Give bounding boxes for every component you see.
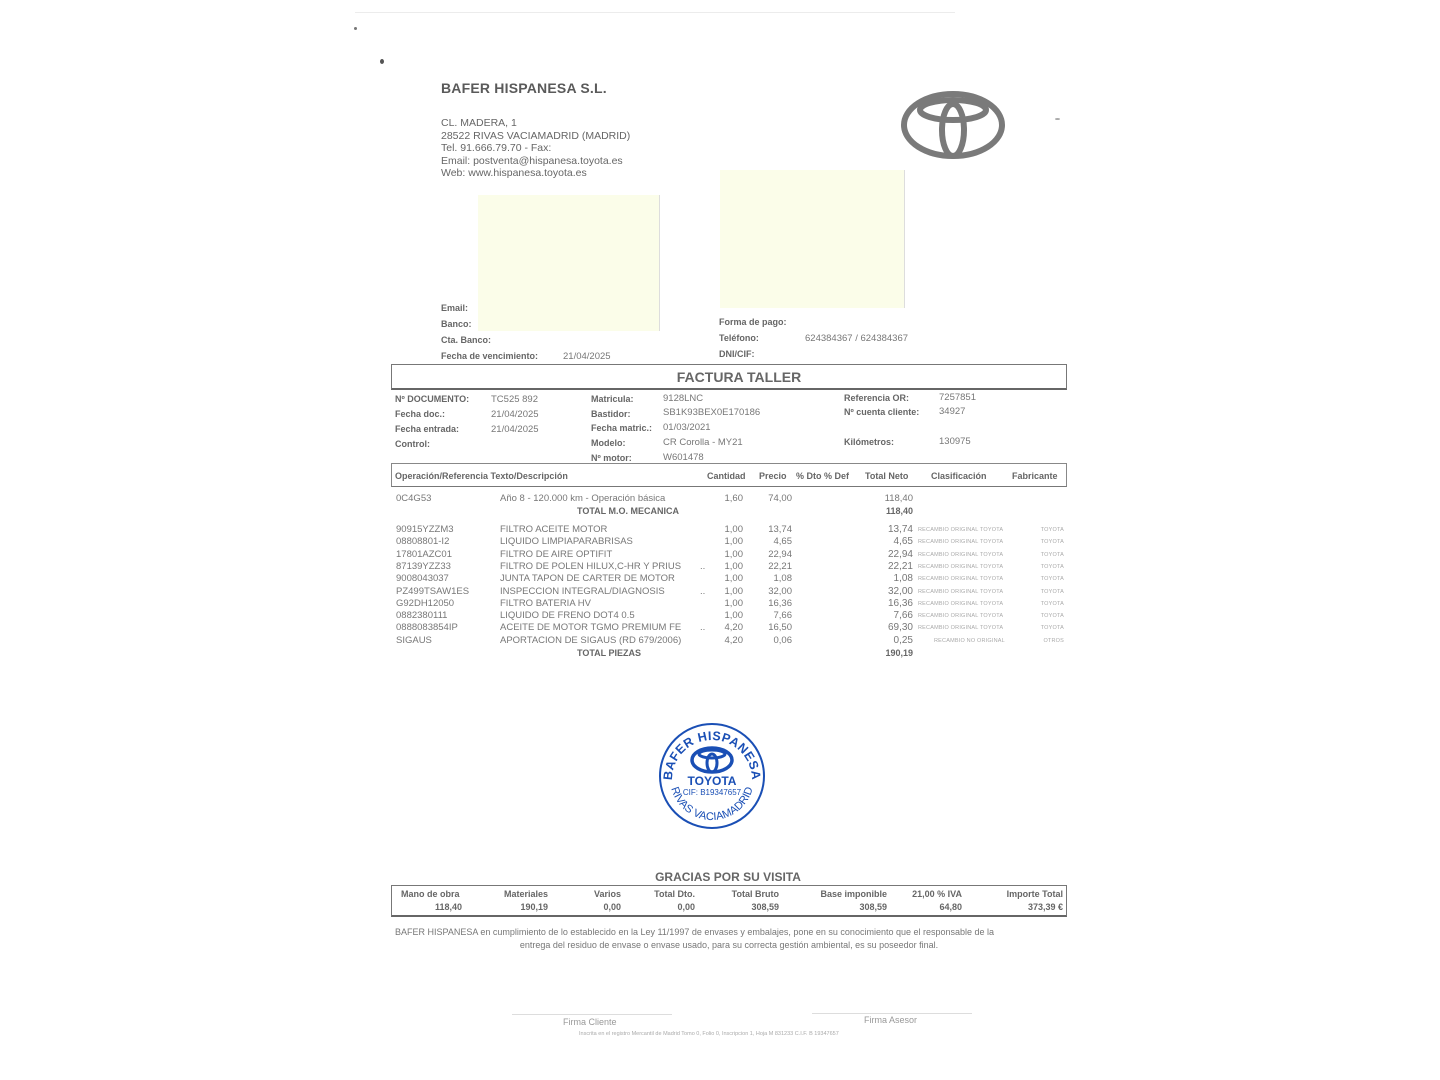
summary-value: 118,40 (435, 902, 463, 912)
summary-label: Total Bruto (731, 889, 779, 899)
header-total: Total Neto (865, 471, 909, 481)
header-ref-desc: Operación/Referencia Texto/Descripción (395, 471, 568, 481)
row-classification: RECAMBIO ORIGINAL TOYOTA (918, 600, 1004, 607)
fecha-vencimiento-label: Fecha de vencimiento: (441, 351, 539, 361)
modelo-value: CR Corolla - MY21 (663, 437, 743, 448)
row-manufacturer: TOYOTA (1040, 563, 1064, 570)
row-qty: 1,00 (724, 524, 743, 535)
header-cantidad: Cantidad (707, 471, 746, 481)
row-qty: 4,20 (724, 634, 743, 646)
address-web: Web: www.hispanesa.toyota.es (441, 167, 587, 179)
table-row (0, 622, 1440, 634)
address-street: CL. MADERA, 1 (441, 117, 517, 129)
forma-pago-label: Forma de pago: (719, 317, 787, 327)
parts-total-label: TOTAL PIEZAS (577, 648, 642, 658)
row-qty: 1,00 (724, 610, 743, 622)
row-manufacturer: TOYOTA (1040, 613, 1064, 620)
row-mark: .. (700, 622, 706, 634)
toyota-logo-icon (900, 90, 1006, 160)
table-row (0, 536, 1440, 548)
row-total: 16,36 (887, 597, 913, 609)
fecha-doc-value: 21/04/2025 (491, 409, 539, 420)
documento-value: TC525 892 (491, 394, 539, 405)
row-price: 13,74 (768, 524, 792, 535)
scan-speck (1055, 118, 1060, 120)
row-ref: 87139YZZ33 (396, 560, 451, 572)
fecha-entrada-value: 21/04/2025 (491, 424, 539, 435)
row-desc: LIQUIDO DE FRENO DOT4 0.5 (500, 610, 635, 622)
row-ref: 0882380111 (396, 610, 448, 622)
summary-value: 190,19 (520, 902, 548, 912)
matricula-value: 9128LNC (663, 393, 704, 404)
row-desc: FILTRO DE POLEN HILUX,C-HR Y PRIUS (500, 560, 682, 572)
row-manufacturer: TOYOTA (1040, 625, 1064, 632)
row-desc: FILTRO ACEITE MOTOR (500, 524, 608, 535)
thanks-message: GRACIAS POR SU VISITA (655, 870, 801, 884)
kilometros-label: Kilómetros: (844, 437, 895, 447)
redacted-client-address (720, 170, 905, 308)
row-manufacturer: TOYOTA (1040, 539, 1064, 546)
kilometros-value: 130975 (939, 436, 971, 447)
stamp-top-text: BAFER HISPANESA (660, 728, 764, 781)
row-qty: 1,00 (724, 573, 743, 585)
row-total: 32,00 (887, 585, 913, 597)
row-qty: 1,00 (724, 536, 743, 548)
row-qty: 1,00 (724, 597, 743, 609)
row-total: 13,74 (887, 524, 913, 535)
row-total: 4,65 (893, 536, 913, 548)
notice-line-2: entrega del residuo de envase o envase usado, para su correcta gestión ambiental, es su poseedor final. (519, 940, 939, 950)
summary-value: 308,59 (751, 902, 779, 912)
dni-label: DNI/CIF: (719, 349, 755, 359)
stamp-cif: CIF: B19347657 (682, 788, 742, 797)
header-precio: Precio (759, 471, 787, 481)
table-row (0, 524, 1440, 536)
registry-text: Inscrita en el registro Mercantil de Madrid Tomo 0, Folio 0, Inscripcion 1, Hoja M 831233 C.I.F. B 19347657 (579, 1031, 839, 1037)
row-total: 1,08 (893, 573, 913, 585)
bastidor-value: SB1K93BEX0E170186 (663, 407, 761, 418)
row-classification: RECAMBIO ORIGINAL TOYOTA (918, 551, 1004, 558)
row-classification: RECAMBIO ORIGINAL TOYOTA (918, 625, 1004, 632)
row-manufacturer: TOYOTA (1040, 576, 1064, 583)
address-email: Email: postventa@hispanesa.toyota.es (441, 154, 623, 167)
row-classification: RECAMBIO ORIGINAL TOYOTA (918, 563, 1004, 570)
row-qty: 1,60 (724, 493, 743, 504)
row-manufacturer: TOYOTA (1040, 551, 1064, 558)
header-fabricante: Fabricante (1012, 471, 1058, 481)
row-ref: SIGAUS (396, 634, 432, 646)
row-qty: 1,00 (724, 548, 743, 560)
summary-value: 0,00 (677, 902, 695, 912)
row-classification: RECAMBIO NO ORIGINAL (934, 637, 1005, 644)
row-total: 22,94 (887, 548, 913, 560)
control-label: Control: (395, 439, 430, 449)
invoice-title-box (391, 364, 1067, 390)
table-row (0, 598, 1440, 610)
row-ref: 0888083854IP (396, 622, 458, 634)
row-desc: INSPECCION INTEGRAL/DIAGNOSIS (500, 585, 665, 597)
address-phone: Tel. 91.666.79.70 - Fax: (441, 142, 552, 154)
referencia-or-value: 7257851 (939, 392, 976, 403)
header-clasificacion: Clasificación (931, 471, 987, 481)
invoice-title: FACTURA TALLER (676, 369, 802, 385)
row-total: 69,30 (887, 622, 913, 634)
stamp-brand: TOYOTA (687, 774, 737, 788)
cta-banco-label: Cta. Banco: (441, 335, 492, 345)
legal-notice (395, 926, 1063, 952)
matricula-label: Matricula: (591, 394, 634, 404)
scan-speck (354, 27, 357, 30)
referencia-or-label: Referencia OR: (844, 393, 910, 403)
row-desc: ACEITE DE MOTOR TGMO PREMIUM FE (500, 622, 682, 634)
firma-asesor-label: Firma Asesor (864, 1015, 918, 1025)
cuenta-cliente-label: Nº cuenta cliente: (844, 407, 920, 417)
row-mark: .. (700, 560, 706, 572)
summary-label: Base imponible (820, 889, 887, 899)
stamp-toyota-icon (692, 748, 732, 772)
row-price: 16,50 (768, 622, 792, 634)
row-desc: JUNTA TAPON DE CARTER DE MOTOR (500, 573, 675, 585)
fecha-entrada-label: Fecha entrada: (395, 424, 460, 434)
summary-value: 64,80 (939, 902, 962, 912)
row-desc: LIQUIDO LIMPIAPARABRISAS (500, 536, 633, 548)
row-classification: RECAMBIO ORIGINAL TOYOTA (918, 588, 1004, 595)
summary-label: Total Dto. (654, 889, 695, 899)
table-row (0, 610, 1440, 622)
telefono-label: Teléfono: (719, 333, 759, 343)
row-desc: Año 8 - 120.000 km - Operación básica (500, 493, 666, 504)
row-qty: 1,00 (724, 560, 743, 572)
notice-line-1: BAFER HISPANESA en cumplimiento de lo establecido en la Ley 11/1997 de envases y embalajes, pone en su conocimiento que el responsable de la (395, 927, 995, 937)
firma-asesor-line (812, 1013, 972, 1014)
table-row (0, 586, 1440, 598)
row-price: 16,36 (768, 597, 792, 609)
company-name: BAFER HISPANESA S.L. (441, 80, 607, 96)
table-row (0, 561, 1440, 573)
table-row (0, 493, 1440, 505)
cuenta-cliente-value: 34927 (939, 406, 966, 417)
row-price: 0,06 (773, 634, 792, 646)
row-qty: 1,00 (724, 585, 743, 597)
row-desc: APORTACION DE SIGAUS (RD 679/2006) (500, 634, 682, 646)
row-desc: FILTRO DE AIRE OPTIFIT (500, 548, 613, 560)
fecha-matric-value: 01/03/2021 (663, 422, 711, 433)
row-price: 22,21 (768, 560, 792, 572)
row-ref: 0C4G53 (396, 493, 432, 504)
firma-cliente-line (512, 1014, 672, 1015)
email-label: Email: (441, 303, 469, 313)
fecha-vencimiento-value: 21/04/2025 (563, 351, 611, 362)
motor-value: W601478 (663, 452, 704, 463)
row-total: 118,40 (884, 493, 913, 504)
stamp-bottom-text: RIVAS VACIAMADRID (668, 785, 756, 824)
telefono-value: 624384367 / 624384367 (805, 333, 909, 344)
row-manufacturer: OTROS (1043, 637, 1064, 644)
bastidor-label: Bastidor: (591, 409, 631, 419)
fecha-matric-label: Fecha matric.: (591, 423, 653, 433)
scan-edge-line (355, 12, 955, 13)
row-classification: RECAMBIO ORIGINAL TOYOTA (918, 527, 1004, 533)
row-price: 7,66 (773, 610, 792, 622)
row-classification: RECAMBIO ORIGINAL TOYOTA (918, 613, 1004, 620)
row-manufacturer: TOYOTA (1040, 588, 1064, 595)
redacted-client-info (478, 195, 660, 331)
summary-label: Importe Total (1006, 889, 1063, 899)
row-total: 22,21 (887, 560, 913, 572)
summary-label: Varios (593, 889, 621, 899)
summary-value: 308,59 (859, 902, 887, 912)
documento-label: Nº DOCUMENTO: (395, 394, 470, 404)
company-address (441, 117, 630, 180)
company-stamp (656, 720, 768, 832)
row-ref: PZ499TSAW1ES (396, 585, 470, 597)
address-city: 28522 RIVAS VACIAMADRID (MADRID) (441, 129, 631, 142)
row-classification: RECAMBIO ORIGINAL TOYOTA (918, 539, 1004, 546)
row-ref: 08808801-I2 (396, 536, 450, 548)
summary-label: Materiales (503, 889, 548, 899)
motor-label: Nº motor: (591, 453, 632, 463)
banco-label: Banco: (441, 319, 472, 329)
table-row (0, 549, 1440, 561)
parts-total-value: 190,19 (885, 648, 913, 658)
table-row (0, 573, 1440, 585)
summary-value: 373,39 € (1027, 902, 1063, 912)
row-classification: RECAMBIO ORIGINAL TOYOTA (918, 576, 1004, 583)
row-total: 0,25 (893, 634, 913, 646)
labor-total-label: TOTAL M.O. MECANICA (577, 506, 679, 516)
row-ref: 90915YZZM3 (396, 524, 454, 535)
row-price: 1,08 (773, 573, 792, 585)
row-ref: G92DH12050 (396, 597, 455, 609)
fecha-doc-label: Fecha doc.: (395, 409, 446, 419)
row-manufacturer: TOYOTA (1040, 527, 1064, 533)
summary-label: Mano de obra (401, 889, 460, 899)
row-ref: 9008043037 (396, 573, 449, 585)
summary-label: 21,00 % IVA (912, 889, 962, 899)
modelo-label: Modelo: (591, 438, 626, 448)
firma-cliente-label: Firma Cliente (563, 1017, 617, 1027)
row-price: 22,94 (768, 548, 792, 560)
row-total: 7,66 (893, 610, 913, 622)
row-ref: 17801AZC01 (396, 548, 452, 560)
header-dto: % Dto % Def (796, 471, 850, 481)
row-desc: FILTRO BATERIA HV (500, 597, 591, 609)
labor-total-value: 118,40 (885, 506, 913, 516)
row-mark: .. (700, 585, 706, 597)
row-price: 32,00 (768, 585, 792, 597)
summary-value: 0,00 (603, 902, 621, 912)
row-qty: 4,20 (724, 622, 743, 634)
summary-columns (391, 888, 1065, 914)
row-price: 4,65 (773, 536, 792, 548)
scan-speck (380, 59, 384, 64)
table-row (0, 635, 1440, 647)
row-price: 74,00 (768, 493, 792, 504)
row-manufacturer: TOYOTA (1040, 600, 1064, 607)
